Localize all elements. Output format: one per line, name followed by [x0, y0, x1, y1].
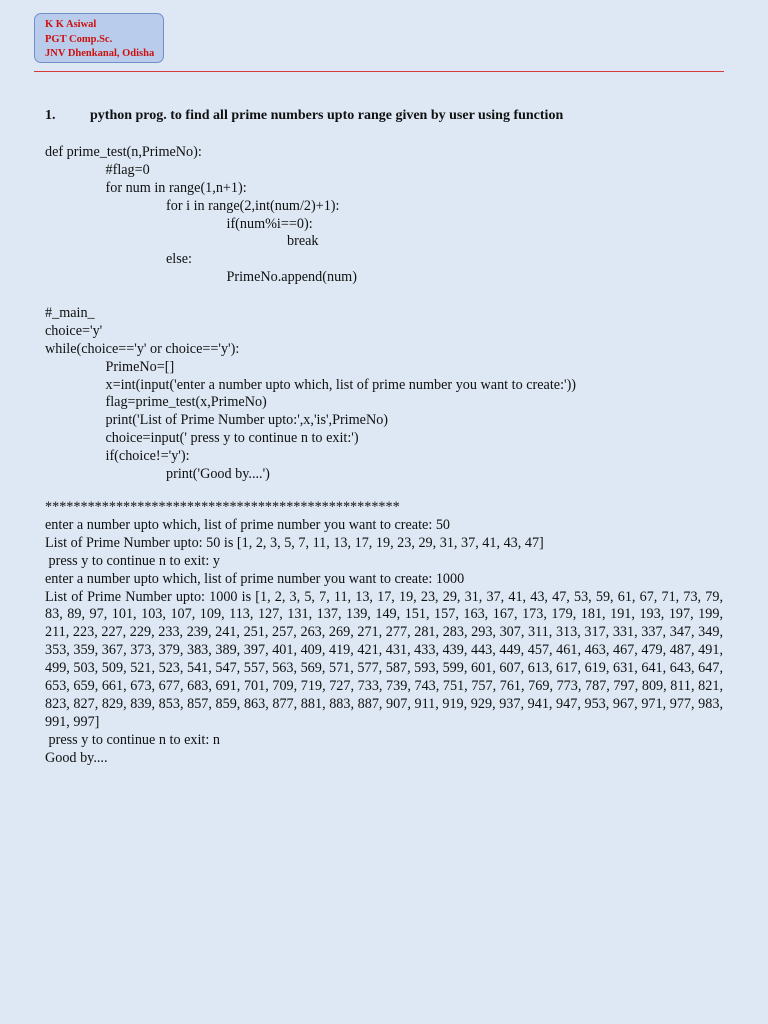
author-box: [34, 13, 164, 63]
output-line: press y to continue n to exit: y: [45, 552, 220, 569]
output-separator: **************************************************: [45, 499, 400, 515]
code-line: #flag=0: [105, 161, 150, 178]
code-line: print('List of Prime Number upto:',x,'is',PrimeNo): [105, 412, 389, 429]
code-line: PrimeNo=[]: [105, 358, 175, 375]
code-line: else:: [166, 251, 192, 268]
code-line: #_main_: [45, 305, 95, 322]
code-line: for num in range(1,n+1):: [105, 179, 247, 196]
code-line: choice=input(' press y to continue n to exit:'): [105, 430, 359, 447]
code-line: if(num%i==0):: [226, 215, 313, 232]
output-line: enter a number upto which, list of prime number you want to create: 1000: [45, 570, 465, 587]
code-line: if(choice!='y'):: [105, 448, 190, 465]
program-number: 1.: [45, 108, 56, 123]
header-rule: [34, 71, 724, 72]
code-line: flag=prime_test(x,PrimeNo): [105, 394, 267, 411]
author-name: K K Asiwal: [45, 19, 97, 30]
code-line: choice='y': [45, 322, 103, 339]
code-line: PrimeNo.append(num): [226, 269, 357, 286]
code-line: while(choice=='y' or choice=='y'):: [45, 340, 240, 357]
code-listing: [45, 144, 576, 484]
program-title: python prog. to find all prime numbers upto range given by user using function: [90, 108, 564, 123]
output-line: List of Prime Number upto: 1000 is [1, 2, 3, 5, 7, 11, 13, 17, 19, 23, 29, 31, 37, 41, 43, 47, 53, 59, 61, 67, 71, 73, 79, 83, 89, 97, 101, 103, 107, 109, 113, 127, 131, 137, 139, 149, 151, 157, 163, 167, 173, 179, 181, 191, 193, 197, 199, 211, 223, 227, 229, 233, 239, 241, 251, 257, 263, 269, 271, 277, 281, 283, 293, 307, 311, 313, 317, 331, 337, 347, 349, 353, 359, 367, 373, 379, 383, 389, 397, 401, 409, 419, 421, 431, 433, 439, 443, 449, 457, 461, 463, 467, 479, 487, 491, 499, 503, 509, 521, 523, 541, 547, 557, 563, 569, 571, 577, 587, 593, 599, 601, 607, 613, 617, 619, 631, 641, 643, 647, 653, 659, 661, 673, 677, 683, 691, 701, 709, 719, 727, 733, 739, 743, 751, 757, 761, 769, 773, 787, 797, 809, 811, 821, 823, 827, 829, 839, 853, 857, 859, 863, 877, 881, 883, 887, 907, 911, 919, 929, 937, 941, 947, 953, 967, 971, 977, 983, 991, 997]: [45, 588, 723, 730]
output-line: press y to continue n to exit: n: [45, 731, 220, 748]
output-line: Good by....: [45, 749, 108, 766]
code-line: break: [287, 233, 319, 250]
author-post: PGT Comp.Sc.: [45, 33, 113, 45]
program-output: [45, 499, 725, 768]
output-line: enter a number upto which, list of prime number you want to create: 50: [45, 516, 451, 533]
code-line: x=int(input('enter a number upto which, list of prime number you want to create:')): [105, 376, 577, 393]
output-line: List of Prime Number upto: 50 is [1, 2, 3, 5, 7, 11, 13, 17, 19, 23, 29, 31, 37, 41, 43, 47]: [45, 534, 544, 551]
code-line: print('Good by....'): [166, 466, 270, 483]
code-line: for i in range(2,int(num/2)+1):: [166, 197, 340, 214]
code-line: [45, 287, 576, 305]
code-line: def prime_test(n,PrimeNo):: [45, 144, 202, 160]
author-school: JNV Dhenkanal, Odisha: [45, 48, 155, 59]
program-heading: [45, 108, 563, 124]
